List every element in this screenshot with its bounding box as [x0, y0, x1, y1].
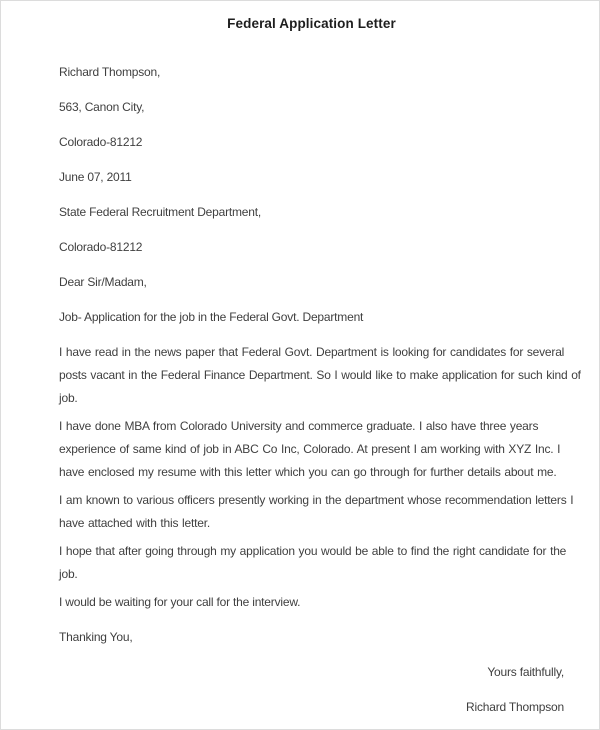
paragraph-line: job.: [59, 391, 78, 405]
paragraph-line: I have read in the news paper that Federal Govt. Department is looking for candidates for several: [59, 345, 565, 359]
interview-line: I would be waiting for your call for the interview.: [59, 595, 301, 609]
body-paragraph-3: [59, 489, 574, 535]
closing-thanks: Thanking You,: [59, 630, 133, 644]
paragraph-line: job.: [59, 567, 78, 581]
letter-date: June 07, 2011: [59, 170, 132, 184]
body-paragraph-1: [59, 341, 581, 410]
sender-name: Richard Thompson,: [59, 65, 161, 79]
subject-line: Job- Application for the job in the Federal Govt. Department: [59, 310, 364, 324]
recipient-department: State Federal Recruitment Department,: [59, 205, 262, 219]
paragraph-line: I hope that after going through my application you would be able to find the right candidate for the: [59, 544, 567, 558]
body-paragraph-4: [59, 540, 567, 586]
letter-title: Federal Application Letter: [227, 16, 396, 31]
sender-city: Colorado-81212: [59, 135, 143, 149]
paragraph-line: experience of same kind of job in ABC Co Inc, Colorado. At present I am working with XYZ Inc. I: [59, 442, 561, 456]
paragraph-line: I have done MBA from Colorado University and commerce graduate. I also have three years: [59, 419, 539, 433]
recipient-city: Colorado-81212: [59, 240, 143, 254]
paragraph-line: I am known to various officers presently working in the department whose recommendation letters I: [59, 493, 574, 507]
body-paragraph-2: [59, 415, 564, 484]
paragraph-line: have attached with this letter.: [59, 516, 210, 530]
letter-content: [1, 1, 599, 719]
salutation: Dear Sir/Madam,: [59, 275, 147, 289]
paragraph-line: posts vacant in the Federal Finance Department. So I would like to make application for such kind of: [59, 368, 581, 382]
valediction: Yours faithfully,: [487, 665, 564, 679]
sender-street: 563, Canon City,: [59, 100, 145, 114]
signature-name: Richard Thompson: [466, 700, 564, 714]
paragraph-line: have enclosed my resume with this letter which you can go through for further details about me.: [59, 465, 557, 479]
